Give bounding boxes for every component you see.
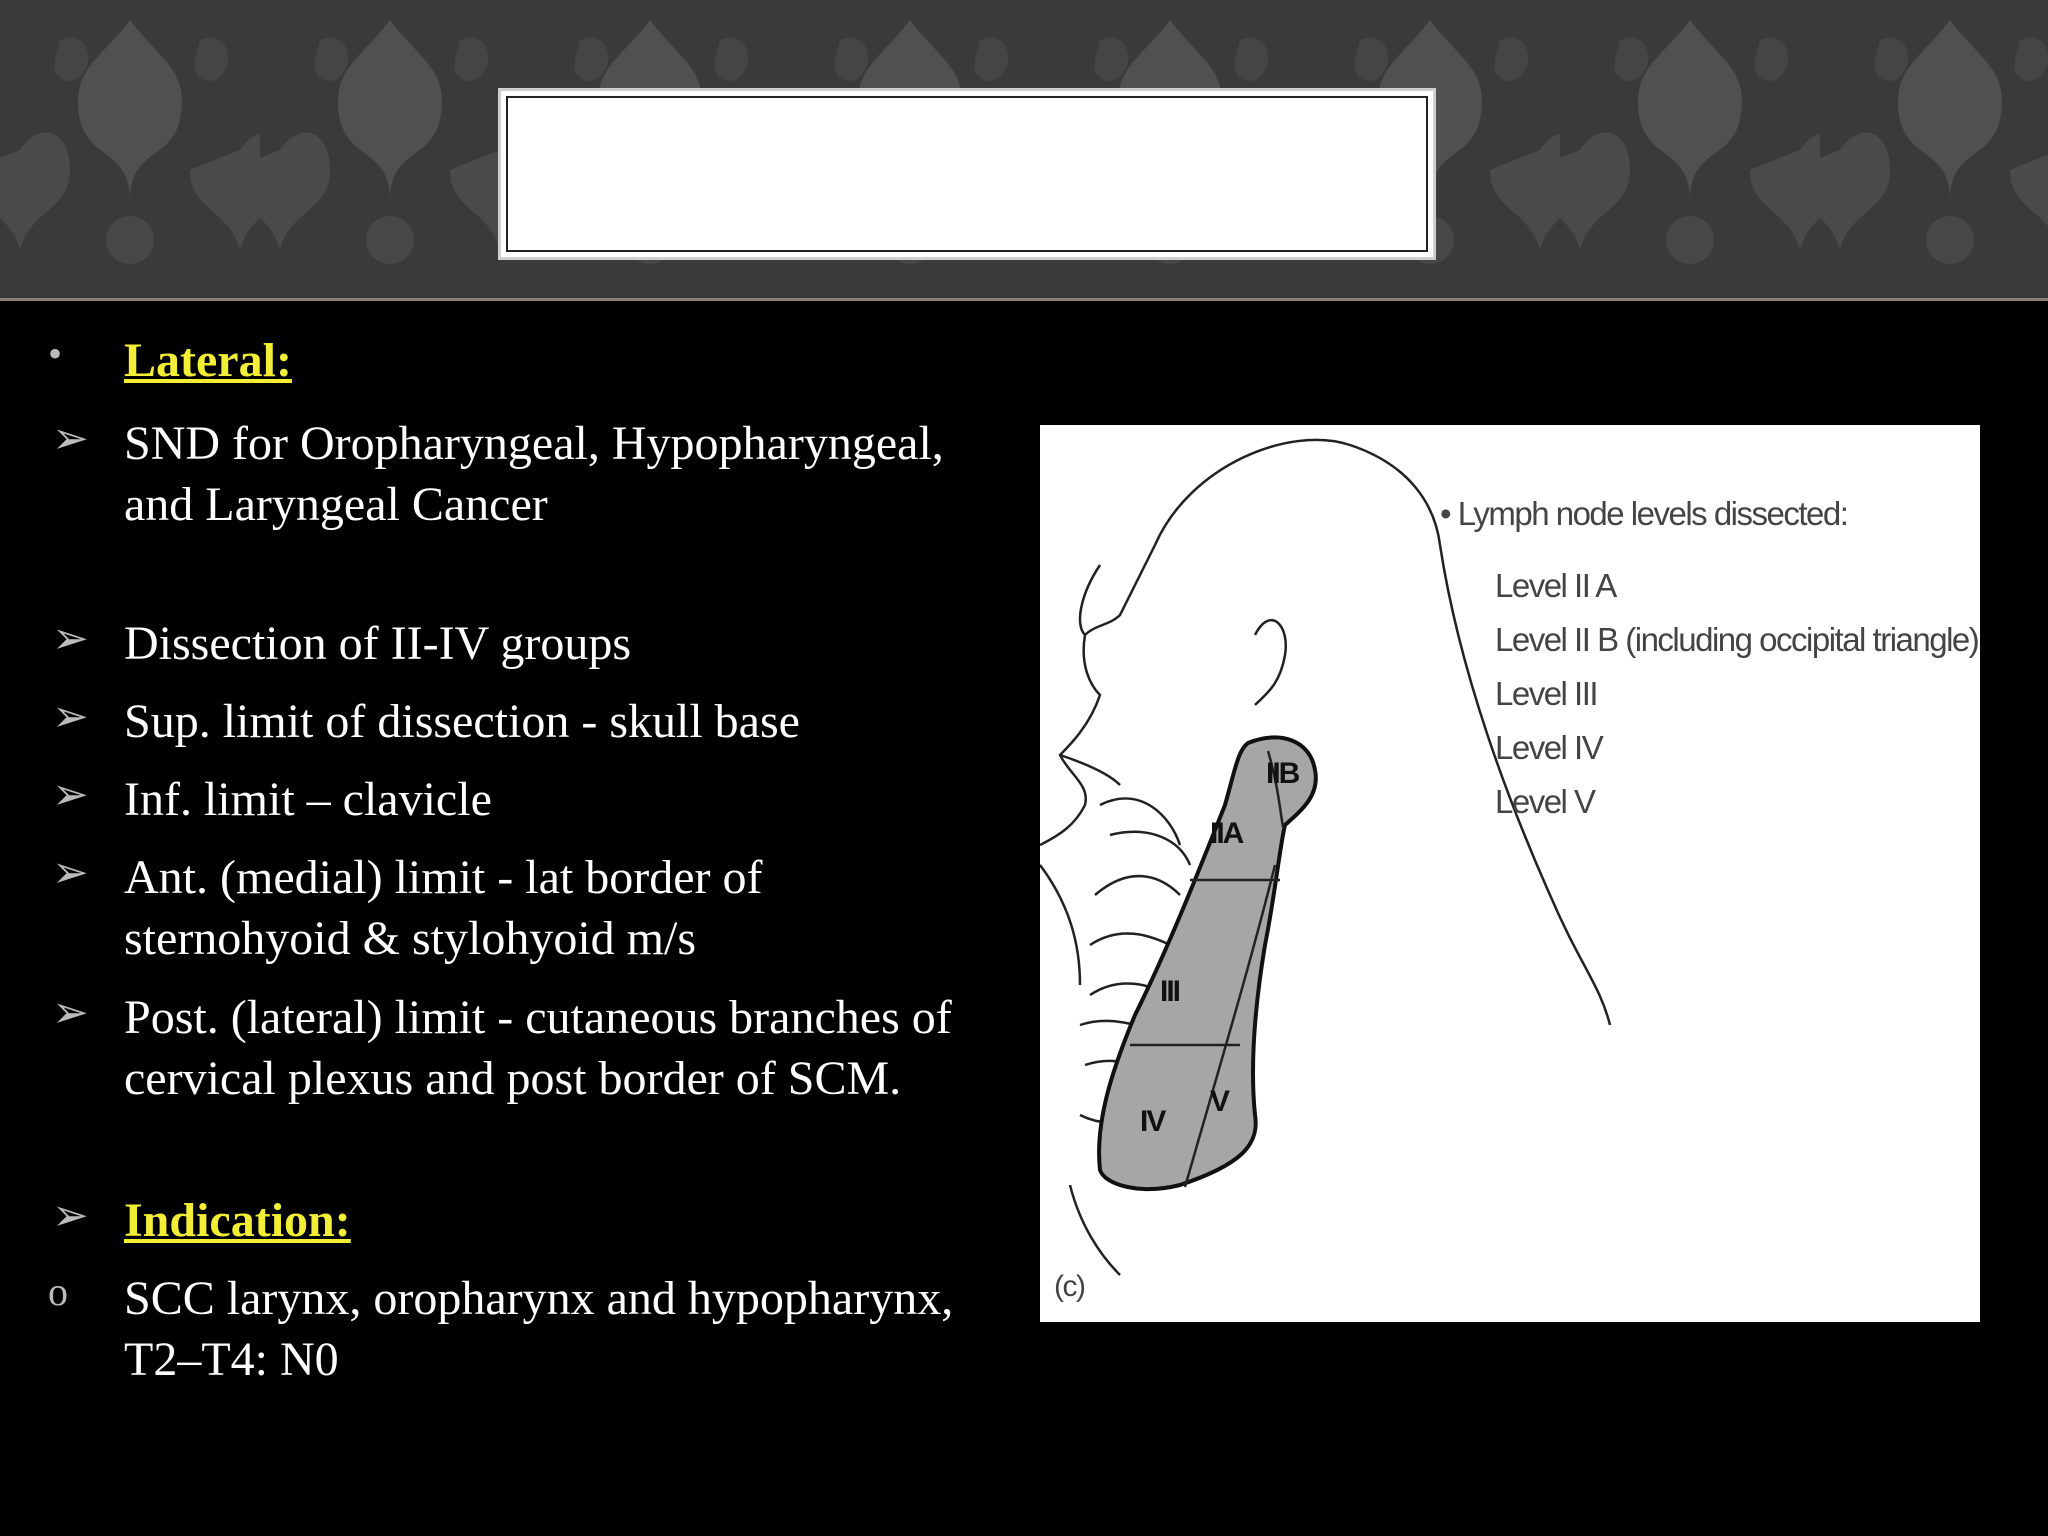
region-label-v: V <box>1210 1085 1229 1118</box>
arrow-bullet-icon: ➢ <box>52 414 89 463</box>
bullet-text: Sup. limit of dissection - skull base <box>124 695 800 748</box>
bullet-text: Lateral: <box>124 334 292 387</box>
neck-outline-drawing <box>1040 425 1980 1322</box>
circle-bullet-icon: o <box>48 1269 68 1314</box>
region-label-iib: IIB <box>1266 757 1299 790</box>
panel-label: (c) <box>1054 1270 1085 1303</box>
legend-level-item: Level V <box>1495 783 1595 820</box>
bullet-text: Indication: <box>124 1194 351 1247</box>
arrow-bullet-icon: ➢ <box>52 614 89 663</box>
bullet-text: Post. (lateral) limit - cutaneous branches of cervical plexus and post border of SCM. <box>124 991 952 1105</box>
legend-level-item: Level II B (including occipital triangle) <box>1495 621 1979 658</box>
legend-heading: • Lymph node levels dissected: <box>1440 495 1848 532</box>
title-box <box>498 88 1436 260</box>
legend-level-item: Level IV <box>1495 729 1603 766</box>
arrow-bullet-icon: ➢ <box>52 848 89 897</box>
region-label-iii: III <box>1160 975 1180 1008</box>
neck-dissection-figure <box>1040 425 1980 1322</box>
legend-level-item: Level II A <box>1495 567 1616 604</box>
arrow-bullet-icon: ➢ <box>52 988 89 1037</box>
arrow-bullet-icon: ➢ <box>52 770 89 819</box>
bullet-text: Ant. (medial) limit - lat border of sternohyoid & stylohyoid m/s <box>124 851 763 965</box>
arrow-bullet-icon: ➢ <box>52 692 89 741</box>
legend-level-item: Level III <box>1495 675 1598 712</box>
region-label-iia: IIA <box>1210 817 1243 850</box>
bullet-text: SND for Oropharyngeal, Hypopharyngeal, and Laryngeal Cancer <box>124 417 944 531</box>
bullet-dot-icon: • <box>48 331 63 376</box>
arrow-bullet-icon: ➢ <box>52 1191 89 1240</box>
region-label-iv: IV <box>1140 1105 1165 1138</box>
bullet-text: Inf. limit – clavicle <box>124 773 492 826</box>
bullet-text: Dissection of II-IV groups <box>124 617 632 670</box>
decorative-header-banner <box>0 0 2048 301</box>
bullet-text: SCC larynx, oropharynx and hypopharynx, T2–T4: N0 <box>124 1272 954 1386</box>
